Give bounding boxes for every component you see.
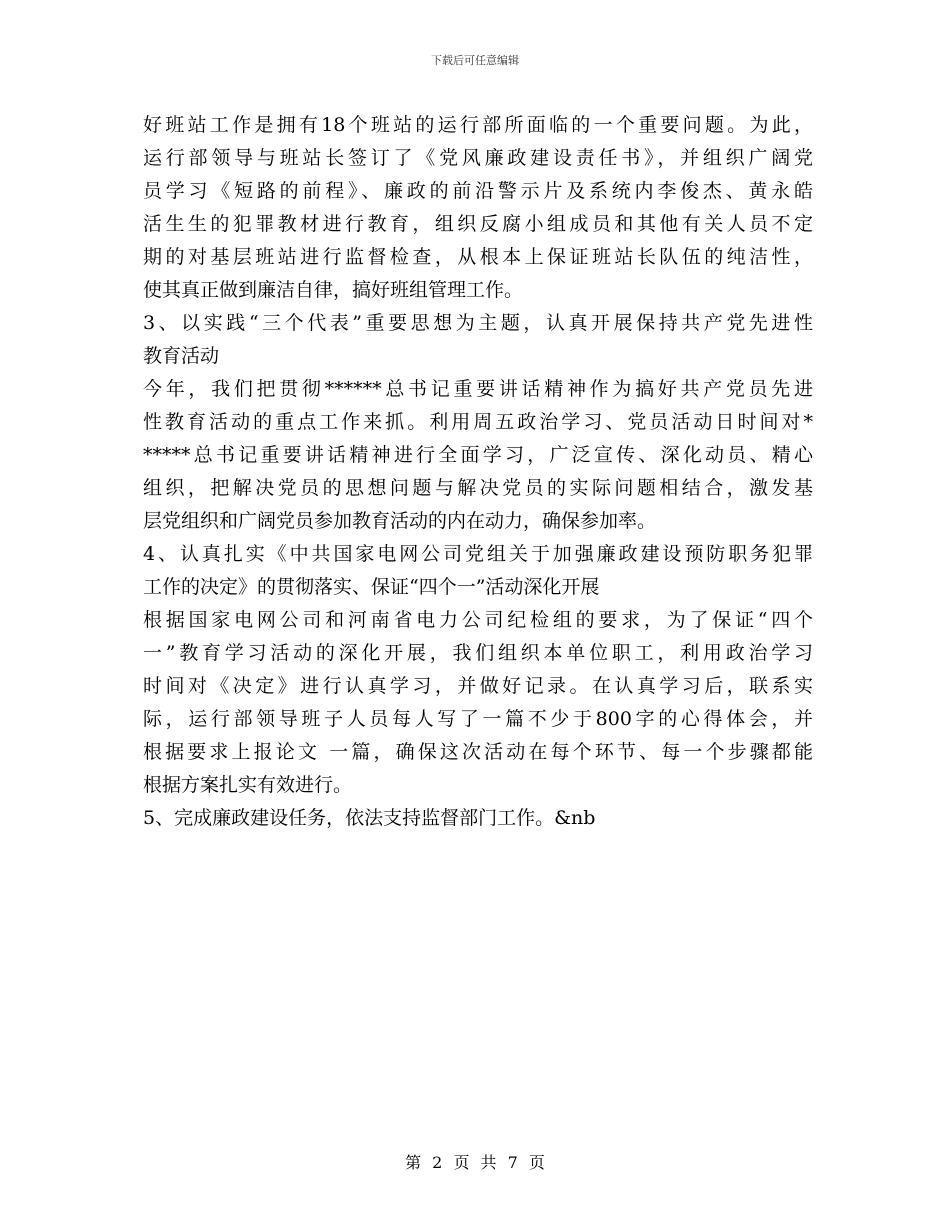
- text-line: 组织，把解决党员的思想问题与解决党员的实际问题相结合，激发基: [143, 477, 813, 499]
- section-heading: 工作的决定》的贯彻落实、保证“四个一”活动深化开展: [143, 576, 600, 598]
- page-header: 下载后可任意编辑: [431, 54, 519, 67]
- text-line: 好班站工作是拥有18个班站的运行部所面临的一个重要问题。为此，: [143, 114, 813, 136]
- text-line: 运行部领导与班站长签订了《党风廉政建设责任书》，并组织广阔党: [143, 147, 813, 169]
- text-line: 期的对基层班站进行监督检查，从根本上保证班站长队伍的纯洁性，: [143, 246, 813, 268]
- text-line: 际，运行部领导班子人员每人写了一篇不少于800字的心得体会，并: [143, 708, 813, 730]
- text-line: *****总书记重要讲话精神进行全面学习，广泛宣传、深化动员、精心: [143, 444, 813, 466]
- text-line: 时间对《决定》进行认真学习，并做好记录。在认真学习后，联系实: [143, 675, 813, 697]
- text-line: 根据要求上报论文 一篇，确保这次活动在每个环节、每一个步骤都能: [143, 741, 813, 763]
- text-line: 活生生的犯罪教材进行教育，组织反腐小组成员和其他有关人员不定: [143, 213, 813, 235]
- text-line: 今年，我们把贯彻******总书记重要讲话精神作为搞好共产党员先进: [143, 378, 813, 400]
- text-line: 根据方案扎实有效进行。: [143, 774, 353, 796]
- text-line: 员学习《短路的前程》、廉政的前沿警示片及系统内李俊杰、黄永皓: [143, 180, 813, 202]
- section-heading: 教育活动: [143, 345, 220, 367]
- document-body: [143, 109, 813, 835]
- section-heading: 4、认真扎实《中共国家电网公司党组关于加强廉政建设预防职务犯罪: [143, 543, 813, 565]
- section-heading: 5、完成廉政建设任务，依法支持监督部门工作。&nb: [143, 807, 596, 829]
- text-line: 根据国家电网公司和河南省电力公司纪检组的要求，为了保证“四个: [143, 609, 813, 631]
- page-number: 第 2 页 共 7 页: [405, 1153, 545, 1172]
- section-heading: 3、以实践“三个代表”重要思想为主题，认真开展保持共产党先进性: [143, 312, 813, 334]
- text-line: 使其真正做到廉洁自律，搞好班组管理工作。: [143, 279, 524, 301]
- text-line: 一”教育学习活动的深化开展，我们组织本单位职工，利用政治学习: [143, 642, 813, 664]
- text-line: 性教育活动的重点工作来抓。利用周五政治学习、党员活动日时间对*: [143, 411, 813, 433]
- text-line: 层党组织和广阔党员参加教育活动的内在动力，确保参加率。: [143, 510, 657, 532]
